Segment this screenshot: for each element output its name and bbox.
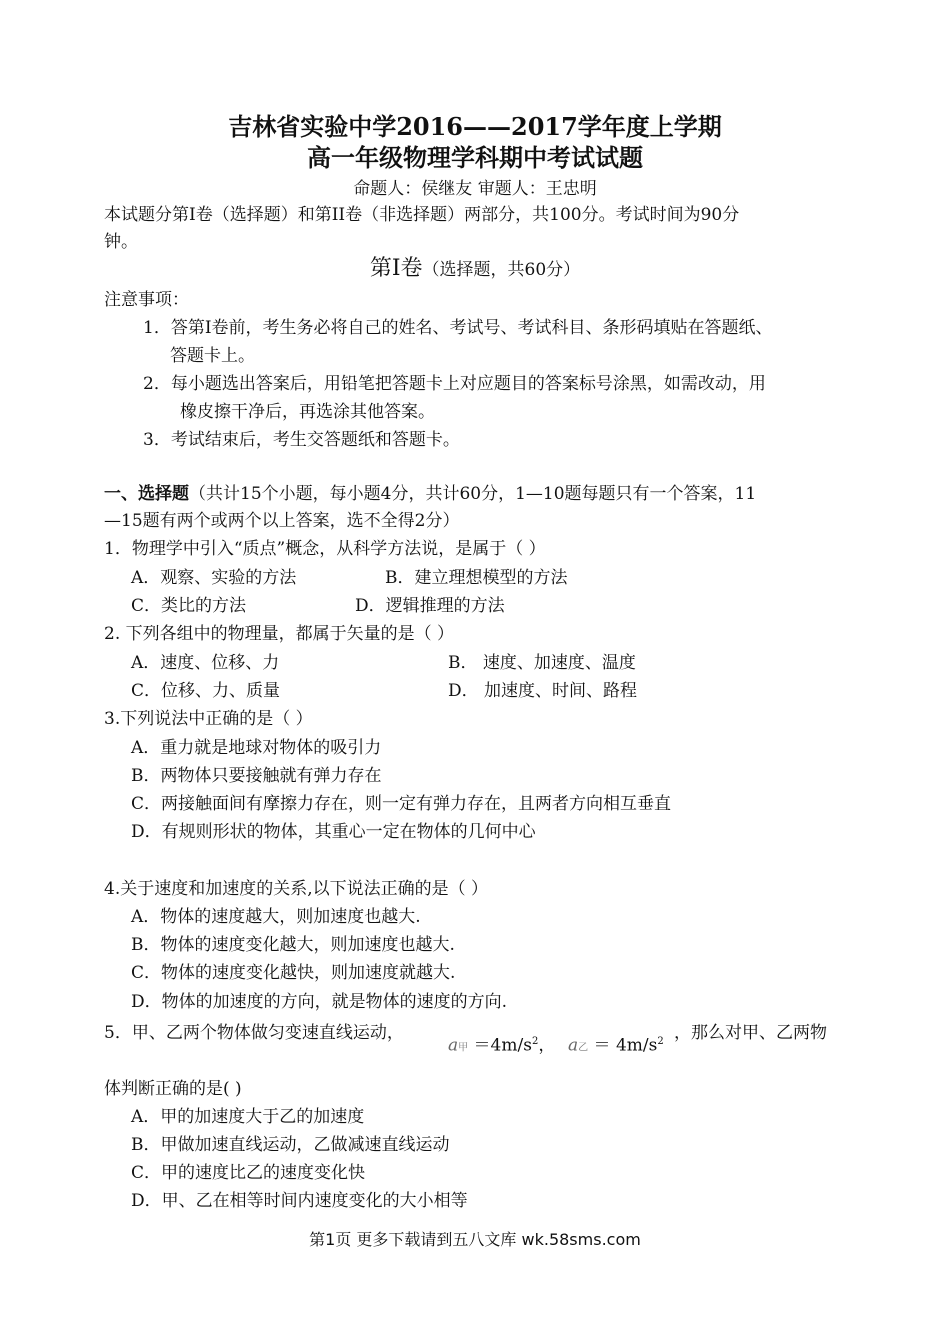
formula-comma: ， <box>538 1035 556 1056</box>
page-title-line2: 高一年级物理学科期中考试试题 <box>307 143 643 172</box>
question-3-option-b: B．两物体只要接触就有弹力存在 <box>131 766 382 786</box>
question-5-stem-part1: 5．甲、乙两个物体做匀变速直线运动， <box>104 1023 404 1043</box>
authors-line: 命题人：侯继友 审题人：王忠明 <box>353 179 597 199</box>
formula-1-variable: a <box>448 1035 459 1056</box>
section-title-paren: （选择题，共60分） <box>422 260 581 280</box>
question-4-option-b: B．物体的速度变化越大，则加速度也越大. <box>131 935 455 955</box>
question-5-option-b: B．甲做加速直线运动，乙做减速直线运动 <box>131 1135 450 1155</box>
formula-1-value: ＝4m/s <box>473 1035 532 1056</box>
intro-line1: 本试题分第I卷（选择题）和第II卷（非选择题）两部分，共100分。考试时间为90分 <box>104 205 740 225</box>
question-5-formula-2 <box>568 1030 664 1061</box>
formula-2-variable: a <box>568 1035 579 1056</box>
question-3-stem: 3.下列说法中正确的是（ ） <box>104 709 313 729</box>
question-1-option-b: B．建立理想模型的方法 <box>385 568 568 588</box>
part-heading-desc: （共计15个小题，每小题4分，共计60分，1—10题每题只有一个答案，11 <box>189 484 757 504</box>
question-5-option-a: A．甲的加速度大于乙的加速度 <box>131 1107 365 1127</box>
question-5-option-c: C．甲的速度比乙的速度变化快 <box>131 1163 366 1183</box>
question-5-formula-1 <box>448 1030 555 1061</box>
note-item-continued: 答题卡上。 <box>170 346 255 366</box>
question-5-option-d: D．甲、乙在相等时间内速度变化的大小相等 <box>131 1191 468 1211</box>
note-item: 2．每小题选出答案后，用铅笔把答题卡上对应题目的答案标号涂黑，如需改动，用 <box>143 374 766 394</box>
question-4-option-c: C．物体的速度变化越快，则加速度就越大. <box>131 963 456 983</box>
question-4-stem: 4.关于速度和加速度的关系,以下说法正确的是（ ） <box>104 879 489 899</box>
notes-label: 注意事项： <box>104 290 189 310</box>
intro-line2: 钟。 <box>104 232 138 252</box>
question-3-option-c: C．两接触面间有摩擦力存在，则一定有弹力存在，且两者方向相互垂直 <box>131 794 672 814</box>
page-footer: 第1页 更多下载请到五八文库 wk.58sms.com <box>309 1230 641 1249</box>
question-4-option-a: A．物体的速度越大，则加速度也越大. <box>131 907 421 927</box>
part-heading-desc-line2: —15题有两个或两个以上答案，选不全得2分） <box>104 511 460 531</box>
formula-1-subscript: 甲 <box>458 1042 469 1054</box>
formula-1-exponent: 2 <box>531 1036 539 1047</box>
question-3-option-d: D．有规则形状的物体，其重心一定在物体的几何中心 <box>131 822 536 842</box>
question-3-option-a: A．重力就是地球对物体的吸引力 <box>131 738 382 758</box>
question-4-option-d: D．物体的加速度的方向，就是物体的速度的方向. <box>131 992 508 1012</box>
note-item-continued: 橡皮擦干净后，再选涂其他答案。 <box>180 402 435 422</box>
question-1-option-c: C．类比的方法 <box>131 596 247 616</box>
question-1-option-d: D．逻辑推理的方法 <box>355 596 505 616</box>
question-5-stem-line2: 体判断正确的是( ) <box>104 1079 242 1099</box>
question-2-stem: 2. 下列各组中的物理量，都属于矢量的是（ ） <box>104 624 455 644</box>
formula-2-value: ＝ 4m/s <box>593 1035 658 1056</box>
note-item: 3．考试结束后，考生交答题纸和答题卡。 <box>143 430 460 450</box>
page-title-line1: 吉林省实验中学2016——2017学年度上学期 <box>228 112 722 141</box>
question-1-option-a: A．观察、实验的方法 <box>131 568 297 588</box>
question-2-option-d: D． 加速度、时间、路程 <box>448 681 638 701</box>
question-1-stem: 1．物理学中引入“质点”概念，从科学方法说，是属于（ ） <box>104 539 546 559</box>
formula-2-exponent: 2 <box>657 1036 664 1047</box>
question-2-option-c: C．位移、力、质量 <box>131 681 281 701</box>
question-2-option-a: A．速度、位移、力 <box>131 653 280 673</box>
section-title <box>0 257 950 282</box>
formula-2-subscript: 乙 <box>578 1042 589 1054</box>
part-heading <box>104 482 756 506</box>
part-heading-label: 一、选择题 <box>104 484 189 504</box>
question-2-option-b: B． 速度、加速度、温度 <box>448 653 636 673</box>
section-title-main: 第I卷 <box>369 256 423 281</box>
note-item: 1．答第I卷前，考生务必将自己的姓名、考试号、考试科目、条形码填贴在答题纸、 <box>143 318 773 338</box>
question-5-stem-part2: ，那么对甲、乙两物 <box>674 1023 827 1043</box>
